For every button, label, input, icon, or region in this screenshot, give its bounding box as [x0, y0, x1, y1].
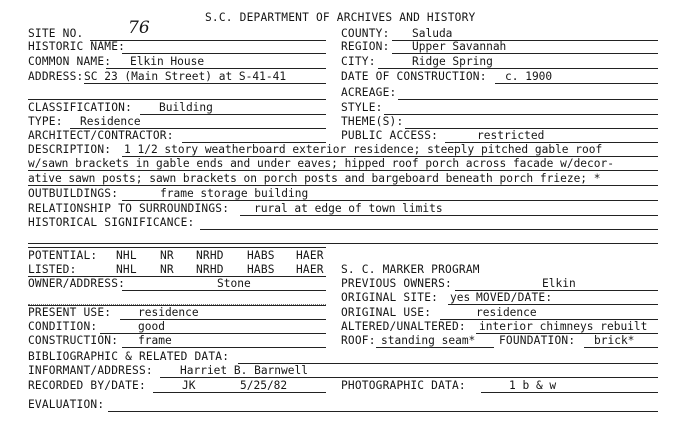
classification-label: CLASSIFICATION: [28, 101, 133, 114]
roof-value: standing seam* [381, 334, 476, 347]
foundation-line [584, 347, 658, 348]
listed-habs: HABS [247, 263, 275, 276]
potential-habs: HABS [247, 249, 275, 262]
original-site-line [448, 304, 658, 305]
construction-label: CONSTRUCTION: [28, 334, 119, 347]
altered-label: ALTERED/UNALTERED: [341, 320, 466, 333]
roof-line [376, 347, 494, 348]
present-use-value: residence [138, 306, 199, 319]
informant-value: Harriet B. Barnwell [180, 364, 308, 377]
bibliographic-label: BIBLIOGRAPHIC & RELATED DATA: [28, 350, 230, 363]
description-label: DESCRIPTION: [28, 143, 112, 156]
themes-label: THEME(S): [341, 115, 404, 128]
original-site-value: yes [450, 291, 471, 304]
site-no-value: 76 [128, 18, 150, 38]
construction-date-value: c. 1900 [505, 70, 553, 83]
city-line [378, 68, 658, 69]
common-name-label: COMMON NAME: [28, 55, 112, 68]
site-no-line [90, 40, 326, 41]
county-label: COUNTY: [341, 27, 390, 40]
city-value: Ridge Spring [412, 55, 493, 68]
potential-haer: HAER [296, 249, 324, 262]
potential-nr: NR [160, 249, 174, 262]
original-use-label: ORIGINAL USE: [341, 306, 432, 319]
city-label: CITY: [341, 55, 376, 68]
significance-line [200, 229, 658, 230]
relationship-line [240, 215, 658, 216]
style-label: STYLE: [341, 101, 383, 114]
evaluation-line [108, 411, 658, 412]
construction-date-line [495, 83, 658, 84]
address-value: SC 23 (Main Street) at S-41-41 [84, 70, 287, 83]
common-name-value: Elkin House [130, 55, 205, 68]
description-line-3: ative sawn posts; sawn brackets on porch posts and bargeboard beneath porch frieze; * [28, 172, 601, 185]
listed-nr: NR [160, 263, 174, 276]
address-line [84, 83, 326, 84]
photographic-label: PHOTOGRAPHIC DATA: [341, 379, 466, 392]
region-line [392, 53, 658, 54]
type-label: TYPE: [28, 115, 63, 128]
classification-value: Building [159, 101, 213, 114]
recorded-line [153, 392, 326, 393]
style-line [384, 114, 658, 115]
evaluation-label: EVALUATION: [28, 398, 105, 411]
foundation-value: brick* [594, 334, 635, 347]
relationship-value: rural at edge of town limits [254, 202, 443, 215]
relationship-label: RELATIONSHIP TO SURROUNDINGS: [28, 202, 230, 215]
public-access-value: restricted [477, 129, 545, 142]
significance-label: HISTORICAL SIGNIFICANCE: [28, 216, 195, 229]
recorded-by-value: JK [182, 379, 196, 392]
construction-line [122, 347, 326, 348]
condition-line [100, 333, 326, 334]
potential-top-line [28, 247, 326, 248]
foundation-label: FOUNDATION: [499, 334, 576, 347]
description-line-2: w/sawn brackets in gable ends and under eaves; hipped roof porch across facade w/decor- [28, 157, 614, 170]
altered-value: interior chimneys rebuilt [479, 320, 648, 333]
region-label: REGION: [341, 40, 390, 53]
site-no-label: SITE NO. [28, 27, 84, 40]
recorded-label: RECORDED BY/DATE: [28, 379, 146, 392]
description-rule-2 [28, 170, 658, 171]
present-use-top-line [28, 305, 326, 306]
listed-haer: HAER [296, 263, 324, 276]
public-access-label: PUBLIC ACCESS: [341, 129, 439, 142]
county-value: Saluda [412, 27, 453, 40]
classification-line [140, 114, 326, 115]
outbuildings-line [122, 200, 658, 201]
original-use-value: residence [476, 306, 537, 319]
description-line-1: 1 1/2 story weatherboard exterior residence; steeply pitched gable roof [124, 143, 603, 156]
condition-value: good [138, 320, 165, 333]
acreage-line [398, 99, 658, 100]
listed-nhl: NHL [116, 263, 137, 276]
owner-value: Stone [217, 277, 251, 290]
informant-line [160, 377, 658, 378]
architect-label: ARCHITECT/CONTRACTOR: [28, 129, 174, 142]
informant-label: INFORMANT/ADDRESS: [28, 364, 153, 377]
construction-date-label: DATE OF CONSTRUCTION: [341, 70, 487, 83]
recorded-date-value: 5/25/82 [240, 379, 288, 392]
owner-top-line [28, 276, 326, 277]
roof-label: ROOF: [341, 334, 376, 347]
potential-nhl: NHL [116, 249, 137, 262]
listed-label: LISTED: [28, 263, 77, 276]
outbuildings-label: OUTBUILDINGS: [28, 187, 119, 200]
construction-value: frame [138, 334, 172, 347]
photographic-line [481, 392, 658, 393]
original-site-label: ORIGINAL SITE: [341, 291, 439, 304]
condition-label: CONDITION: [28, 320, 98, 333]
significance-line-2 [28, 243, 658, 244]
historic-name-line [122, 53, 326, 54]
description-rule-3 [28, 185, 658, 186]
type-value: Residence [80, 115, 141, 128]
outbuildings-value: frame storage building [160, 187, 309, 200]
photographic-value: 1 b & w [509, 379, 557, 392]
moved-date-label: MOVED/DATE: [476, 291, 553, 304]
common-name-line [106, 68, 326, 69]
address-label: ADDRESS: [28, 70, 84, 83]
potential-nrhd: NRHD [196, 249, 224, 262]
potential-label: POTENTIAL: [28, 249, 98, 262]
region-value: Upper Savannah [412, 40, 507, 53]
acreage-label: ACREAGE: [341, 86, 397, 99]
present-use-label: PRESENT USE: [28, 306, 112, 319]
classification-top-line [28, 99, 326, 100]
owner-label: OWNER/ADDRESS: [28, 277, 126, 290]
form-title: S.C. DEPARTMENT OF ARCHIVES AND HISTORY [205, 11, 476, 24]
marker-label: S. C. MARKER PROGRAM [341, 263, 480, 276]
owner-line [122, 290, 326, 291]
previous-owners-label: PREVIOUS OWNERS: [341, 277, 452, 290]
previous-owners-value: Elkin [542, 277, 576, 290]
historic-name-label: HISTORIC NAME: [28, 40, 126, 53]
listed-nrhd: NRHD [196, 263, 224, 276]
